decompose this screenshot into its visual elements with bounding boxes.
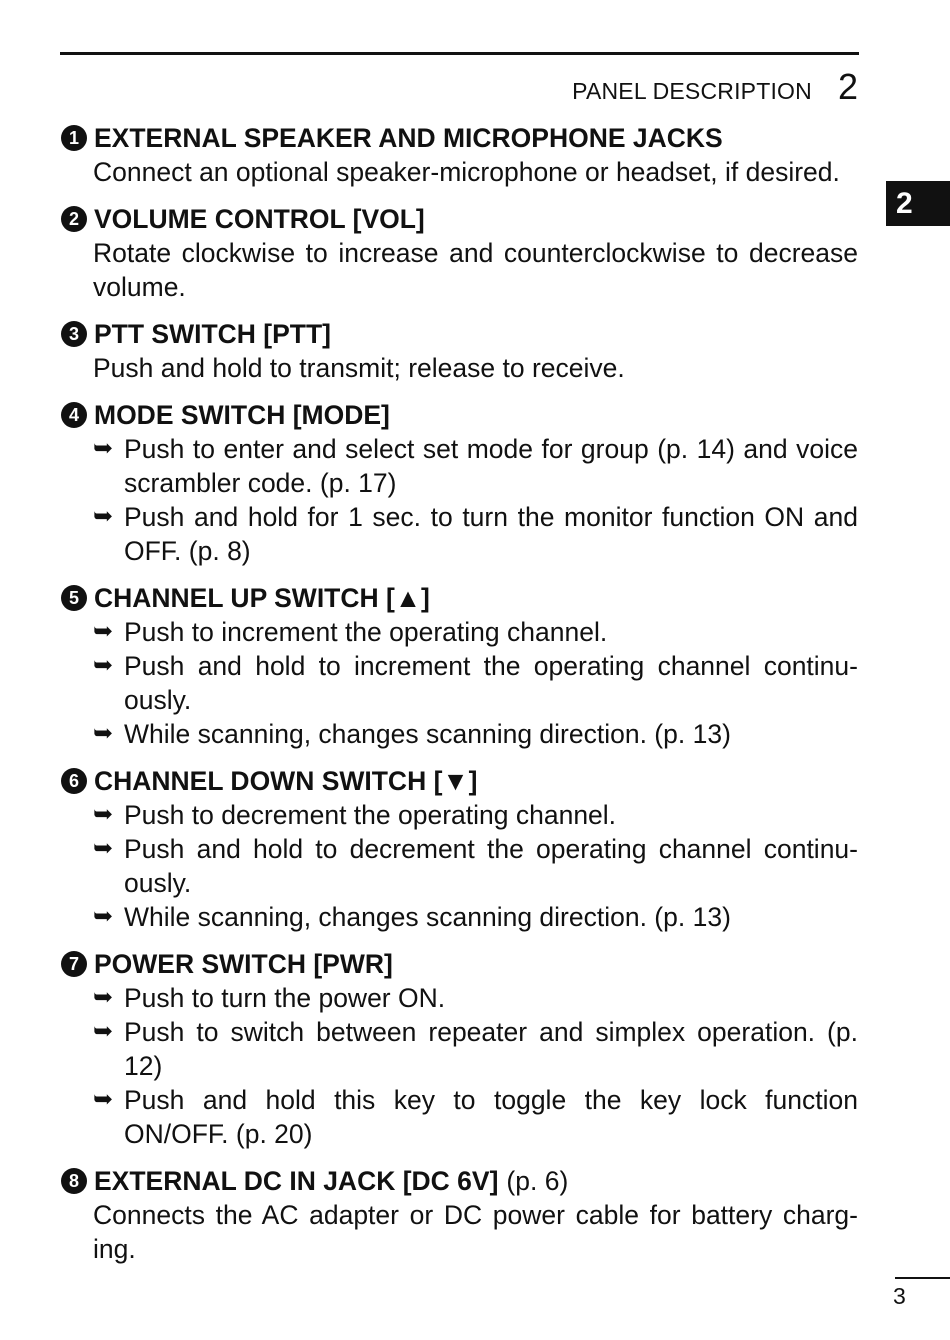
section-mode-switch [60, 398, 858, 568]
panel-description-list [60, 121, 858, 1279]
section-title: CHANNEL UP SWITCH [▲] [94, 583, 430, 613]
section-external-speaker-jacks [60, 121, 858, 189]
section-volume-control [60, 202, 858, 304]
bullet-text: Push to enter and select set mode for group (p. 14) and voice scrambler code. (p. 17) [124, 434, 858, 498]
section-title: EXTERNAL SPEAKER AND MICROPHONE JACKS [94, 123, 723, 153]
arrow-bullet-icon: ➥ [93, 435, 114, 462]
bullet-item [60, 798, 858, 832]
number-badge: 5 [61, 585, 87, 611]
header-title: PANEL DESCRIPTION [572, 78, 812, 104]
number-badge: 4 [61, 402, 87, 428]
arrow-bullet-icon: ➥ [93, 984, 114, 1011]
bullet-item [60, 615, 858, 649]
bullet-text: While scanning, changes scanning direction. (p. 13) [124, 902, 731, 932]
top-rule [60, 52, 859, 55]
running-header [572, 66, 858, 108]
section-text: Connects the AC adapter or DC power cable for battery charging. [93, 1200, 858, 1264]
page-number: 3 [893, 1283, 906, 1309]
bullet-item [60, 1015, 858, 1083]
arrow-bullet-icon: ➥ [93, 903, 114, 930]
bullet-item [60, 649, 858, 717]
arrow-bullet-icon: ➥ [93, 720, 114, 747]
bullet-item [60, 981, 858, 1015]
section-title: PTT SWITCH [PTT] [94, 319, 331, 349]
section-heading [60, 317, 858, 351]
section-channel-up-switch [60, 581, 858, 751]
bullet-item [60, 900, 858, 934]
bullet-text: Push to increment the operating channel. [124, 617, 608, 647]
section-power-switch [60, 947, 858, 1151]
bullet-text: Push and hold to increment the operating channel continuously. [124, 651, 858, 715]
number-badge: 6 [61, 768, 87, 794]
arrow-bullet-icon: ➥ [93, 801, 114, 828]
section-text: Connect an optional speaker-microphone or headset, if desired. [93, 157, 840, 187]
bottom-rule [895, 1277, 950, 1279]
section-title: EXTERNAL DC IN JACK [DC 6V] [94, 1166, 499, 1196]
section-heading [60, 121, 858, 155]
arrow-bullet-icon: ➥ [93, 835, 114, 862]
bullet-item [60, 432, 858, 500]
section-title: MODE SWITCH [MODE] [94, 400, 390, 430]
section-title: POWER SWITCH [PWR] [94, 949, 393, 979]
section-heading [60, 947, 858, 981]
number-badge: 1 [61, 125, 87, 151]
bullet-text: Push and hold to decrement the operating channel continuously. [124, 834, 858, 898]
section-title: CHANNEL DOWN SWITCH [▼] [94, 766, 478, 796]
bullet-text: While scanning, changes scanning direction. (p. 13) [124, 719, 731, 749]
arrow-bullet-icon: ➥ [93, 652, 114, 679]
bullet-text: Push and hold this key to toggle the key lock function ON/OFF. (p. 20) [124, 1085, 858, 1149]
section-text: Push and hold to transmit; release to receive. [93, 353, 625, 383]
number-badge: 8 [61, 1168, 87, 1194]
bullet-item [60, 832, 858, 900]
chapter-tab: 2 [886, 181, 950, 226]
section-title: VOLUME CONTROL [VOL] [94, 204, 425, 234]
number-badge: 3 [61, 321, 87, 347]
bullet-item [60, 1083, 858, 1151]
bullet-text: Push to turn the power ON. [124, 983, 446, 1013]
section-heading [60, 581, 858, 615]
arrow-bullet-icon: ➥ [93, 503, 114, 530]
number-badge: 2 [61, 206, 87, 232]
bullet-item [60, 500, 858, 568]
arrow-bullet-icon: ➥ [93, 1018, 114, 1045]
section-heading [60, 398, 858, 432]
number-badge: 7 [61, 951, 87, 977]
section-heading [60, 1164, 858, 1198]
bullet-text: Push and hold for 1 sec. to turn the monitor function ON and OFF. (p. 8) [124, 502, 858, 566]
header-chapter-number: 2 [837, 66, 858, 107]
arrow-bullet-icon: ➥ [93, 618, 114, 645]
bullet-item [60, 717, 858, 751]
arrow-bullet-icon: ➥ [93, 1086, 114, 1113]
section-heading [60, 764, 858, 798]
bullet-text: Push to decrement the operating channel. [124, 800, 617, 830]
bullet-text: Push to switch between repeater and simplex operation. (p. 12) [124, 1017, 858, 1081]
section-external-dc-jack [60, 1164, 858, 1266]
section-text: Rotate clockwise to increase and counterclockwise to decrease volume. [93, 238, 858, 302]
section-heading [60, 202, 858, 236]
section-channel-down-switch [60, 764, 858, 934]
section-ptt-switch [60, 317, 858, 385]
page-reference: (p. 6) [506, 1166, 569, 1196]
